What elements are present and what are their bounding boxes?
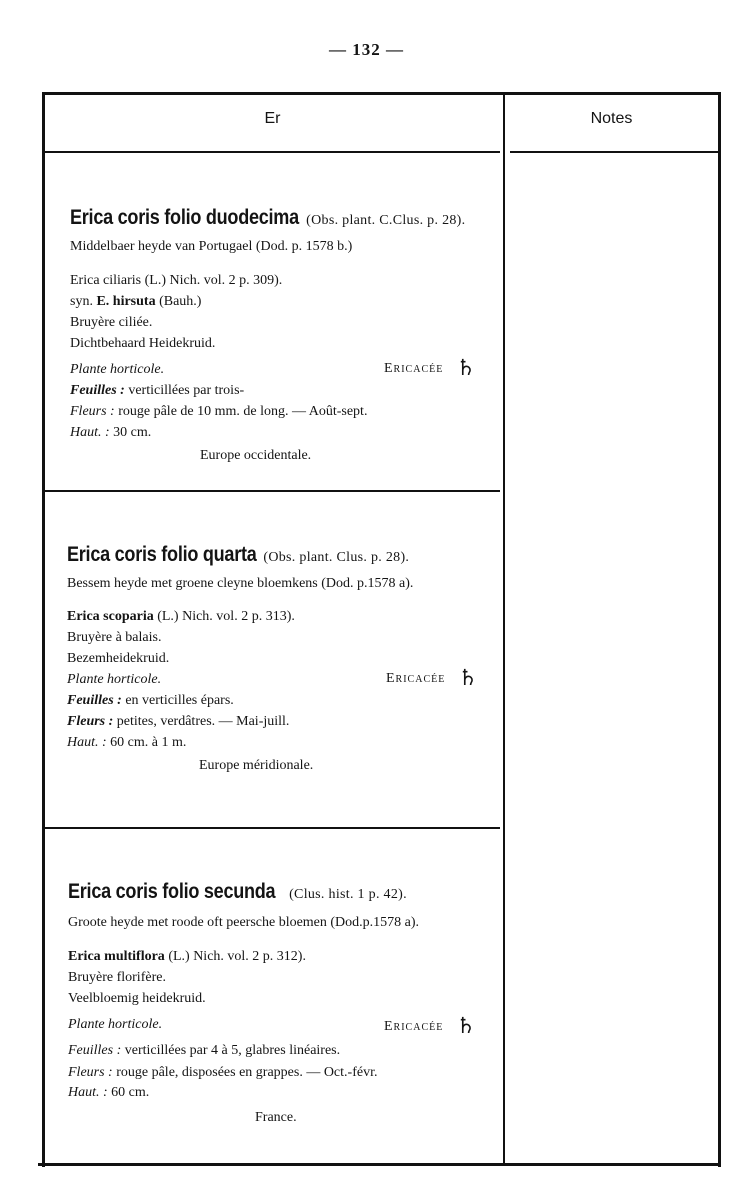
column-header-notes: Notes (590, 110, 633, 127)
page-number: — 132 — (329, 40, 404, 59)
entry-dodoens-name: Middelbaer heyde van Portugael (Dod. p. 1578 b.) (70, 239, 353, 254)
entry-title-reference: (Obs. plant. Clus. p. 28). (263, 550, 410, 565)
shrub-symbol-icon: ♄ (458, 665, 479, 690)
entry-linnaean-reference: (L.) Nich. vol. 2 p. 312). (168, 949, 306, 964)
entry-flowers-row (67, 711, 289, 732)
table-column-divider (503, 95, 505, 1163)
entry-region: Europe méridionale. (199, 758, 314, 773)
flowers-label: Fleurs : (68, 1065, 113, 1080)
leaves-value: verticillées par 4 à 5, glabres linéaires. (124, 1043, 341, 1058)
synonym-reference: (Bauh.) (159, 294, 202, 309)
entry-linnaean-name: Erica ciliaris (70, 273, 142, 288)
entry-category: Plante horticole. (68, 1017, 163, 1032)
table-header-rule-left (45, 151, 500, 153)
entry-linnaean-name-row (68, 946, 306, 967)
entry-height-row (67, 732, 186, 753)
table-header-rule-right (510, 151, 718, 153)
entry-title-reference: (Obs. plant. C.Clus. p. 28). (306, 213, 466, 228)
entry-linnaean-name: Erica scoparia (67, 609, 154, 624)
entry-flowers-row (68, 1062, 377, 1083)
synonym-name: E. hirsuta (96, 294, 156, 309)
leaves-value: verticillées par trois- (128, 383, 245, 398)
entry-linnaean-reference: (L.) Nich. vol. 2 p. 309). (144, 273, 283, 288)
height-value: 60 cm. (111, 1085, 150, 1100)
synonym-prefix: syn. (70, 294, 93, 309)
entry-linnaean-name-row (70, 270, 282, 291)
entry-region: France. (255, 1110, 297, 1125)
entry-category: Plante horticole. (70, 362, 165, 377)
table-top-border (42, 92, 721, 95)
shrub-symbol-icon: ♄ (456, 355, 477, 380)
entry-linnaean-name-row (67, 606, 295, 627)
entry-leaves-row (67, 690, 234, 711)
family-label: Ericacée ♄ (386, 665, 479, 690)
entry-french-name: Bruyère florifère. (68, 970, 166, 985)
height-label: Haut. : (67, 735, 107, 750)
column-header-er: Er (264, 110, 281, 127)
entry-linnaean-name: Erica multiflora (68, 949, 165, 964)
leaves-label: Feuilles : (68, 1043, 122, 1058)
table-right-border (718, 92, 721, 1167)
height-label: Haut. : (68, 1085, 108, 1100)
entry-3-title-row (68, 881, 407, 905)
leaves-label: Feuilles : (70, 383, 125, 398)
entry-dutch-name: Veelbloemig heidekruid. (68, 991, 206, 1006)
height-value: 30 cm. (113, 425, 152, 440)
entry-french-name: Bruyère à balais. (67, 630, 162, 645)
entry-flowers-row (70, 401, 367, 422)
entry-height-row (70, 422, 151, 443)
flowers-value: rouge pâle de 10 mm. de long. — Août-sept. (118, 404, 368, 419)
shrub-symbol-icon: ♄ (456, 1013, 477, 1038)
table-bottom-rule (38, 1163, 721, 1166)
entry-dutch-name: Dichtbehaard Heidekruid. (70, 336, 216, 351)
entry-1-title-row (70, 207, 465, 231)
entry-linnaean-reference: (L.) Nich. vol. 2 p. 313). (157, 609, 295, 624)
entry-leaves-row (70, 380, 244, 401)
entry-synonym-row (70, 291, 201, 312)
family-label: Ericacée ♄ (384, 355, 477, 380)
entry-dodoens-name: Bessem heyde met groene cleyne bloemkens (Dod. p.1578 a). (67, 576, 414, 591)
entry-divider-2 (45, 827, 500, 829)
entry-leaves-row (68, 1040, 340, 1061)
height-label: Haut. : (70, 425, 110, 440)
entry-french-name: Bruyère ciliée. (70, 315, 153, 330)
leaves-value: en verticilles épars. (125, 693, 234, 708)
leaves-label: Feuilles : (67, 693, 122, 708)
entry-dodoens-name: Groote heyde met roode oft peersche bloemen (Dod.p.1578 a). (68, 915, 420, 930)
flowers-value: rouge pâle, disposées en grappes. — Oct.-févr. (116, 1065, 378, 1080)
table-left-border (42, 92, 45, 1167)
entry-height-row (68, 1082, 149, 1103)
entry-title: Erica coris folio quarta (67, 543, 257, 566)
height-value: 60 cm. à 1 m. (110, 735, 187, 750)
entry-title: Erica coris folio secunda (68, 880, 276, 903)
entry-title: Erica coris folio duodecima (70, 206, 299, 229)
flowers-label: Fleurs : (70, 404, 115, 419)
entry-divider-1 (45, 490, 500, 492)
entry-category: Plante horticole. (67, 672, 162, 687)
family-label: Ericacée ♄ (384, 1013, 477, 1038)
flowers-value: petites, verdâtres. — Mai-juill. (116, 714, 290, 729)
entry-2-title-row (67, 544, 409, 568)
entry-region: Europe occidentale. (200, 448, 312, 463)
flowers-label: Fleurs : (67, 714, 114, 729)
entry-title-reference: (Clus. hist. 1 p. 42). (289, 887, 407, 902)
entry-dutch-name: Bezemheidekruid. (67, 651, 170, 666)
